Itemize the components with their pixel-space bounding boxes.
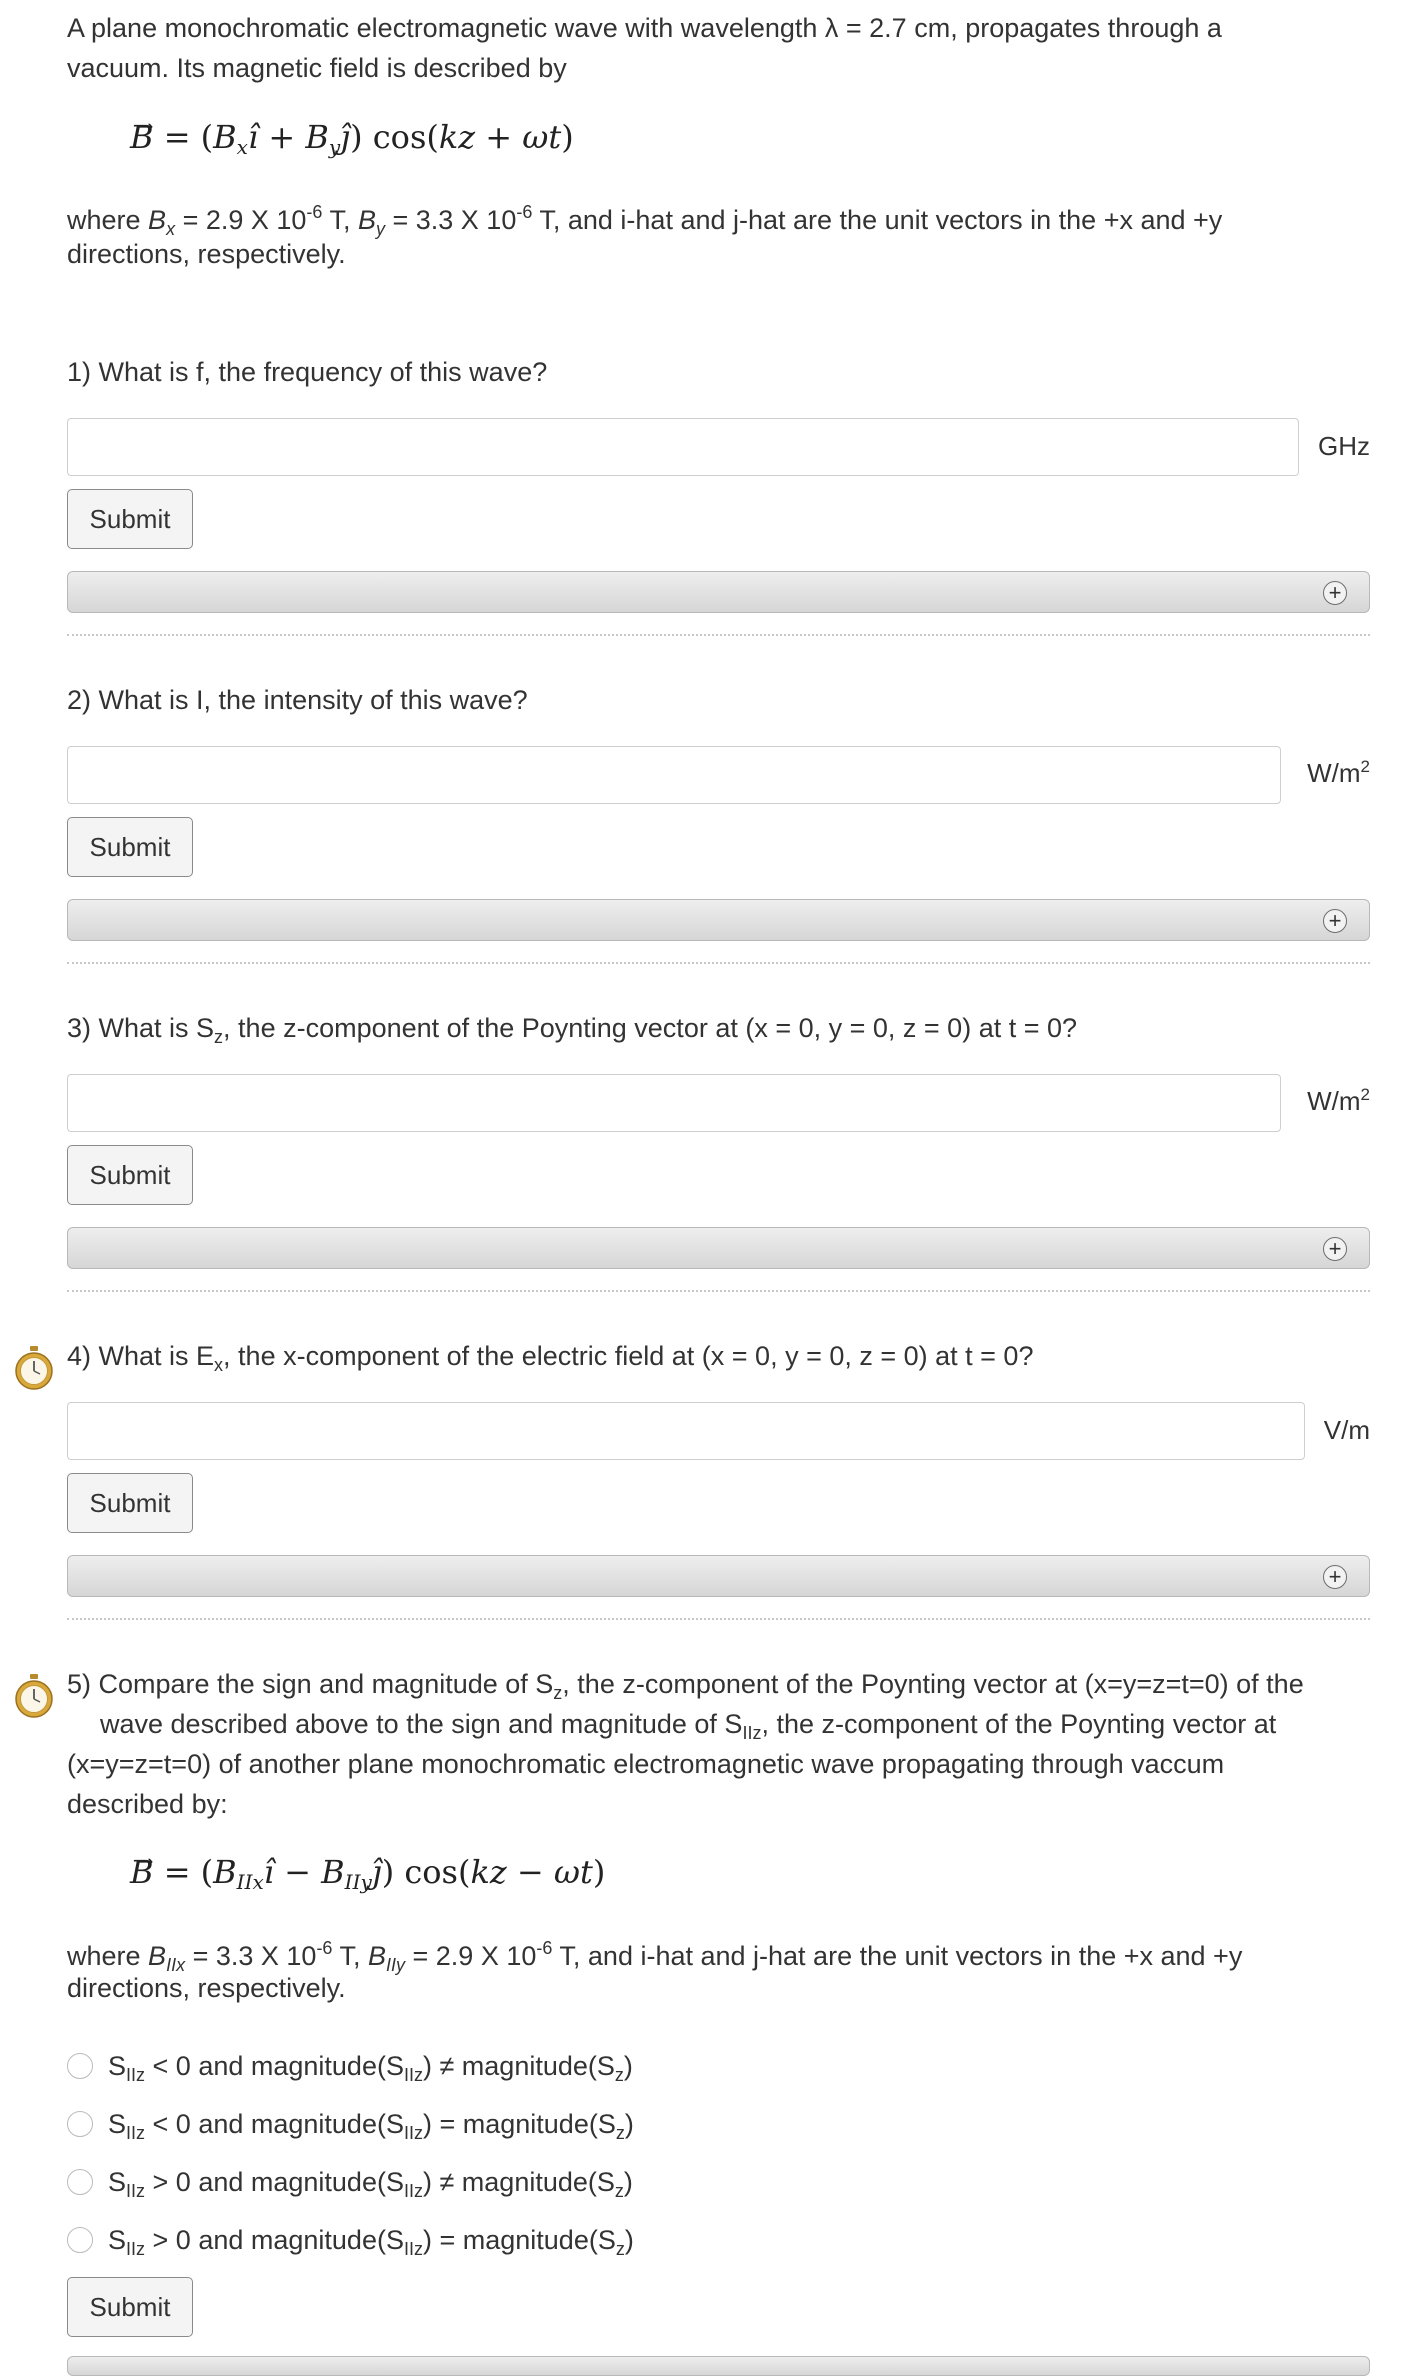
- option-2-radio[interactable]: [67, 2111, 93, 2137]
- question-2-answer-input[interactable]: [67, 746, 1281, 804]
- option-4-radio[interactable]: [67, 2227, 93, 2253]
- question-5-line-3: (x=y=z=t=0) of another plane monochromatic electromagnetic wave propagating through vaccum: [67, 1749, 1225, 1779]
- separator: [67, 1290, 1370, 1292]
- option-3-label[interactable]: $S_{IIz} > 0$ and $magnitude(S_{IIz})$ ≠ $magnitude(S_z)$: [108, 2167, 633, 2201]
- option-2-label[interactable]: $S_{IIz} < 0$ and $magnitude(S_{IIz})$ = $magnitude(S_z)$: [108, 2109, 634, 2143]
- question-4-submit-button[interactable]: Submit: [67, 1473, 193, 1533]
- question-3-label: 3) What is $S_z$, the z-component of the Poynting vector at (x = 0, y = 0, z = 0) at t = 0?: [67, 1013, 1078, 1047]
- question-3-hint-bar[interactable]: [67, 1227, 1370, 1269]
- option-4-label[interactable]: $S_{IIz} > 0$ and $magnitude(S_{IIz})$ = $magnitude(S_z)$: [108, 2225, 634, 2259]
- where-line-1: where $B_x = 2.9$ X $10^{-6}$ T, $B_y = 3.3$ X $10^{-6}$ T, and i-hat and j-hat are the unit vectors in the +x and +y: [67, 202, 1223, 239]
- question-5-where-line-1: where $B_{IIx} = 3.3$ X $10^{-6}$ T, $B_{IIy} = 2.9$ X $10^{-6}$ T, and i-hat and j-hat are the unit vectors in the +x and +y: [67, 1938, 1243, 1975]
- option-3-radio[interactable]: [67, 2169, 93, 2195]
- question-2-label: 2) What is I, the intensity of this wave?: [67, 685, 528, 715]
- question-1-hint-bar[interactable]: [67, 571, 1370, 613]
- magnetic-field-equation-1: B⃗ = ($B_xî$ + $B_yĵ$) cos(kz + ωt): [130, 118, 574, 159]
- question-1-unit: GHz: [1318, 431, 1370, 461]
- question-4-label: 4) What is $E_x$, the x-component of the electric field at (x = 0, y = 0, z = 0) at t = 0?: [67, 1341, 1034, 1375]
- question-5-where-line-2: directions, respectively.: [67, 1973, 346, 2003]
- where-line-2: directions, respectively.: [67, 239, 346, 269]
- magnetic-field-equation-2: B⃗ = ($B_{IIx}î$ − $B_{IIy}ĵ$) cos(kz − ωt): [130, 1853, 606, 1894]
- question-5-line-4: described by:: [67, 1789, 228, 1819]
- question-3-submit-button[interactable]: Submit: [67, 1145, 193, 1205]
- question-4-answer-input[interactable]: [67, 1402, 1305, 1460]
- question-3-answer-input[interactable]: [67, 1074, 1281, 1132]
- question-1-submit-button[interactable]: Submit: [67, 489, 193, 549]
- plus-circle-icon[interactable]: +: [1323, 909, 1347, 933]
- intro-line-2: vacuum. Its magnetic field is described by: [67, 53, 567, 83]
- separator: [67, 634, 1370, 636]
- question-4-hint-bar[interactable]: [67, 1555, 1370, 1597]
- question-5-hint-bar[interactable]: [67, 2356, 1370, 2376]
- question-1-label: 1) What is f, the frequency of this wave?: [67, 357, 548, 387]
- stopwatch-icon: [13, 1673, 55, 1719]
- question-3-unit: $W/m^2$: [1307, 1085, 1370, 1116]
- question-5-line-1: 5) Compare the sign and magnitude of $S_z$, the z-component of the Poynting vector at (x=y=z=t=0) of the: [67, 1669, 1304, 1703]
- question-2-hint-bar[interactable]: [67, 899, 1370, 941]
- stopwatch-icon: [13, 1345, 55, 1391]
- separator: [67, 1618, 1370, 1620]
- question-5-line-2: wave described above to the sign and magnitude of $S_{IIz}$, the z-component of the Poynting vector at: [100, 1709, 1277, 1743]
- question-2-unit: $W/m^2$: [1307, 757, 1370, 788]
- option-1-label[interactable]: $S_{IIz} < 0$ and $magnitude(S_{IIz})$ ≠ $magnitude(S_z)$: [108, 2051, 633, 2085]
- plus-circle-icon[interactable]: +: [1323, 581, 1347, 605]
- question-4-unit: V/m: [1323, 1415, 1370, 1445]
- question-2-submit-button[interactable]: Submit: [67, 817, 193, 877]
- intro-line-1: A plane monochromatic electromagnetic wave with wavelength λ = 2.7 cm, propagates through a: [67, 13, 1222, 43]
- option-1-radio[interactable]: [67, 2053, 93, 2079]
- plus-circle-icon[interactable]: +: [1323, 1237, 1347, 1261]
- question-1-answer-input[interactable]: [67, 418, 1299, 476]
- separator: [67, 962, 1370, 964]
- question-5-submit-button[interactable]: Submit: [67, 2277, 193, 2337]
- plus-circle-icon[interactable]: +: [1323, 1565, 1347, 1589]
